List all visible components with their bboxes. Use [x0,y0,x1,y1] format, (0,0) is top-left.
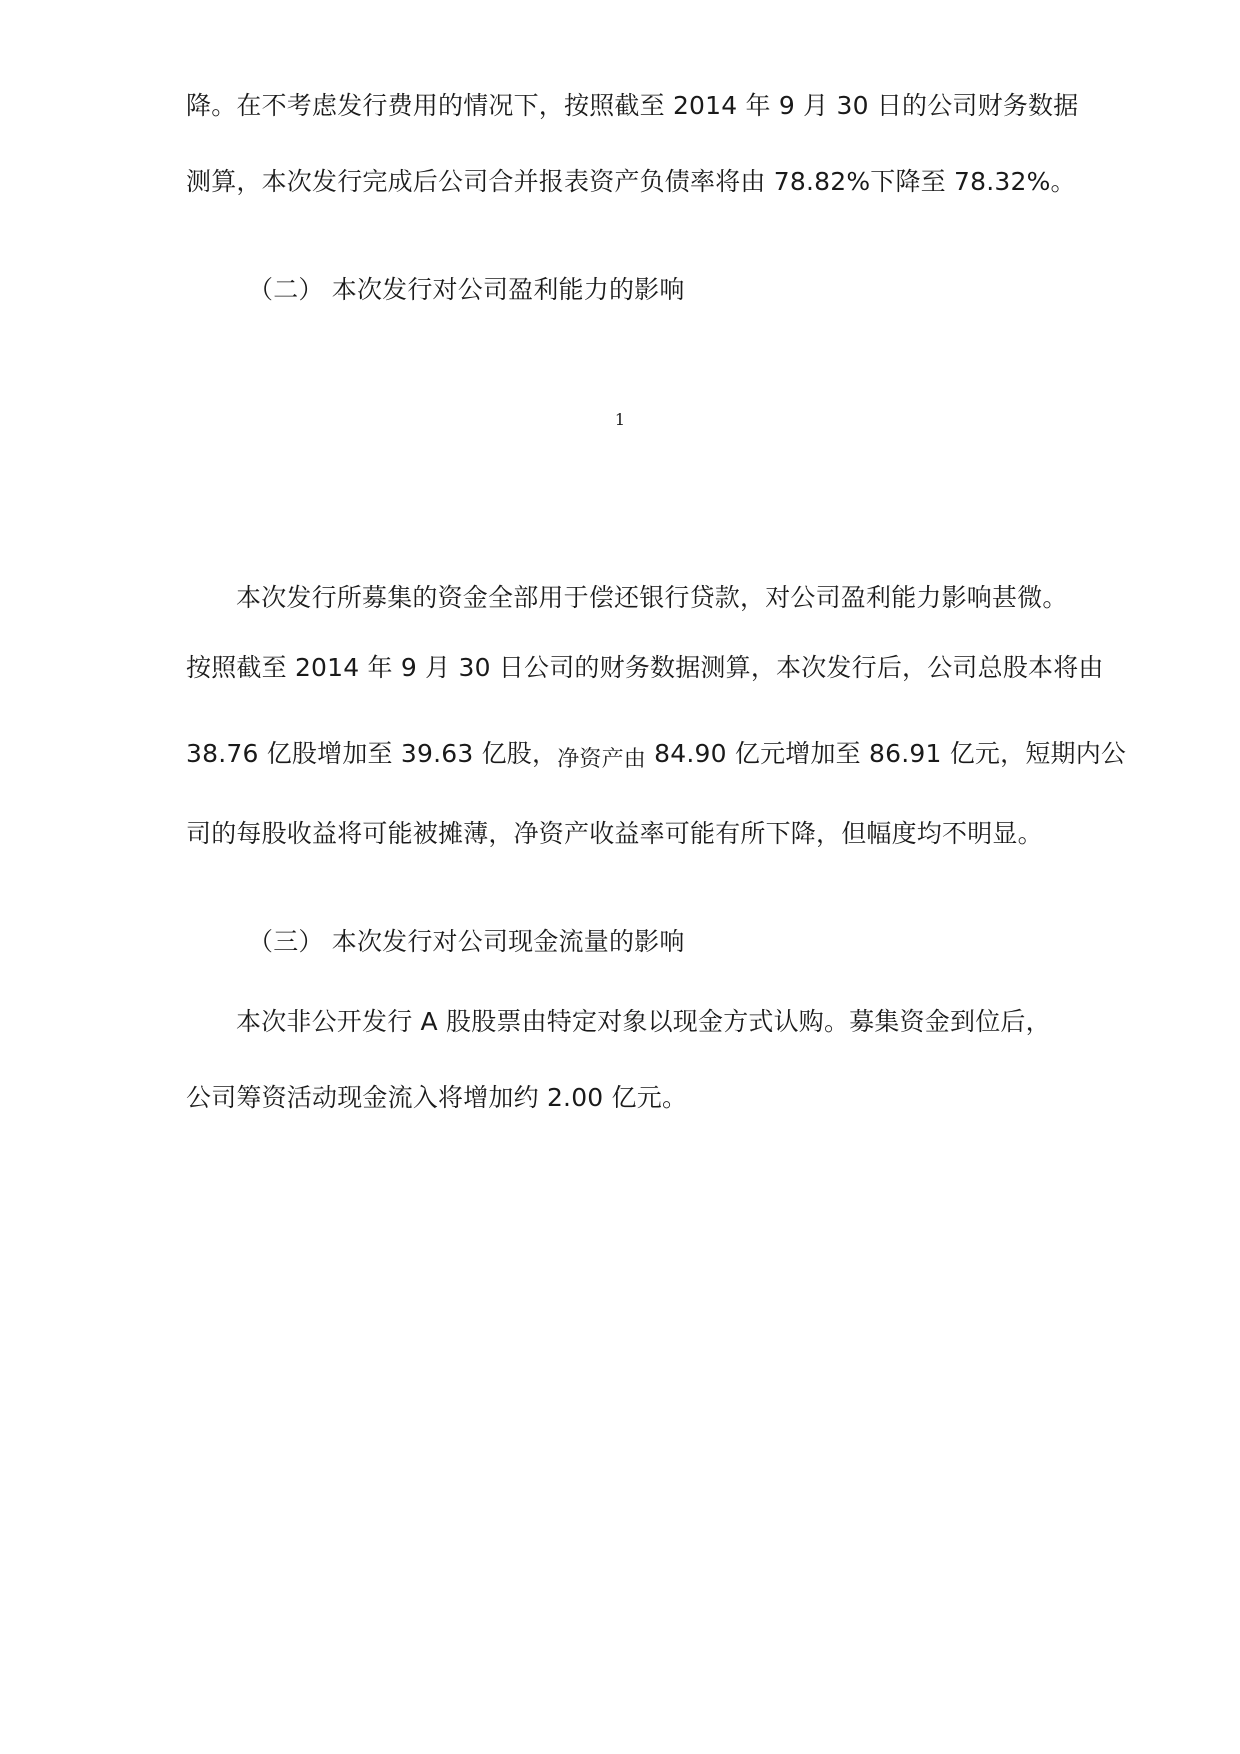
text-span: 净资产由 [557,747,646,772]
paragraph-line [186,738,1126,772]
text-span: 84.90 亿元增加至 86.91 亿元，短期内公 [646,739,1127,768]
section-heading-2: （二） 本次发行对公司盈利能力的影响 [248,275,685,304]
paragraph-line: 公司筹资活动现金流入将增加约 2.00 亿元。 [186,1083,688,1112]
paragraph-line: 司的每股收益将可能被摊薄，净资产收益率可能有所下降，但幅度均不明显。 [186,819,1043,848]
paragraph-line: 按照截至 2014 年 9 月 30 日公司的财务数据测算，本次发行后，公司总股本将由 [186,653,1104,682]
paragraph-line: 本次发行所募集的资金全部用于偿还银行贷款，对公司盈利能力影响甚微。 [236,583,1068,612]
page-number: 1 [614,410,626,429]
section-heading-3: （三） 本次发行对公司现金流量的影响 [248,927,685,956]
paragraph-line: 本次非公开发行 A 股股票由特定对象以现金方式认购。募集资金到位后， [236,1007,1051,1036]
paragraph-line: 降。在不考虑发行费用的情况下，按照截至 2014 年 9 月 30 日的公司财务数据 [186,91,1079,120]
text-span: 38.76 亿股增加至 39.63 亿股， [186,739,558,768]
paragraph-line: 测算，本次发行完成后公司合并报表资产负债率将由 78.82%下降至 78.32%。 [186,167,1076,196]
